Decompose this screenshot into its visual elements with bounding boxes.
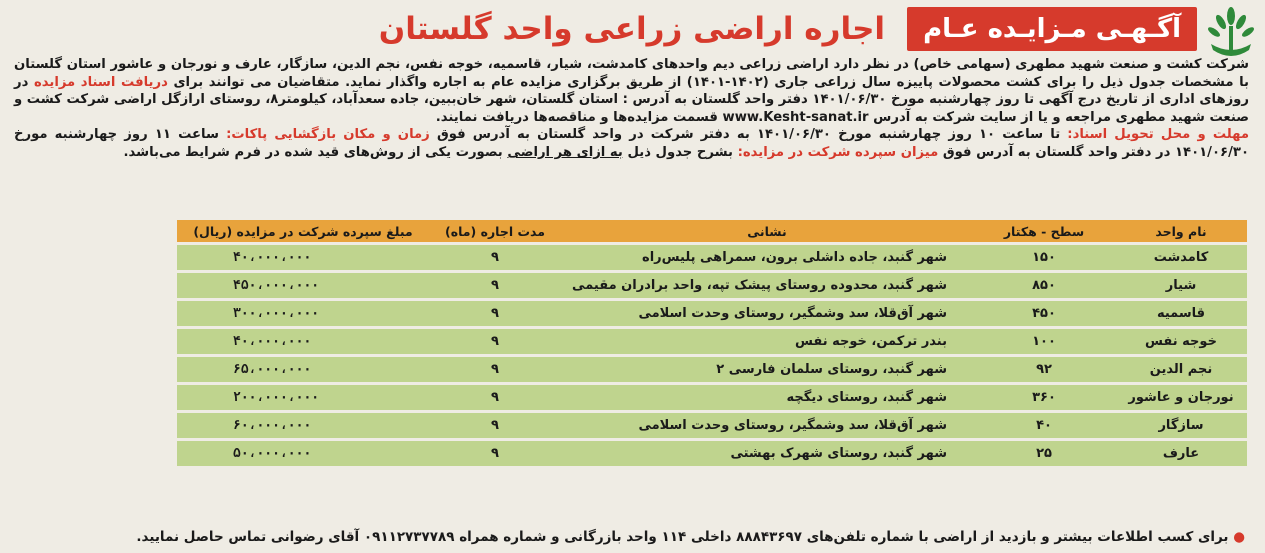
cell-address: شهر آق‌قلا، سد وشمگیر، روستای وحدت اسلامی: [561, 413, 973, 438]
table-row: [177, 245, 1247, 270]
cell-address: شهر گنبد، جاده داشلی برون، سمراهی پلیس‌راه: [561, 245, 973, 270]
cell-months: ۹: [429, 301, 561, 326]
cell-months: ۹: [429, 273, 561, 298]
deposit-label: میزان سپرده شرکت در مزایده:: [737, 144, 939, 160]
cell-area: ۹۲: [973, 357, 1115, 382]
cell-months: ۹: [429, 441, 561, 466]
cell-deposit: ۲۰۰،۰۰۰،۰۰۰: [177, 385, 429, 410]
land-table: [177, 217, 1247, 469]
cell-address: شهر گنبد، روستای دیگچه: [561, 385, 973, 410]
table-row: [177, 357, 1247, 382]
header-area: سطح - هکتار: [973, 220, 1115, 242]
cell-area: ۲۵: [973, 441, 1115, 466]
cell-deposit: ۴۰،۰۰۰،۰۰۰: [177, 329, 429, 354]
table-row: [177, 273, 1247, 298]
cell-months: ۹: [429, 413, 561, 438]
header-address: نشانی: [561, 220, 973, 242]
table-row: [177, 301, 1247, 326]
cell-area: ۳۶۰: [973, 385, 1115, 410]
cell-unit: خوجه نفس: [1115, 329, 1247, 354]
table-header-row: [177, 220, 1247, 242]
header-months: مدت اجاره (ماه): [429, 220, 561, 242]
notice-header: [379, 6, 1197, 52]
cell-address: شهر گنبد، روستای شهرک بهشتی: [561, 441, 973, 466]
cell-area: ۸۵۰: [973, 273, 1115, 298]
deposit-emphasis: به ازای هر اراضی: [507, 144, 623, 160]
header-deposit: مبلغ سپرده شرکت در مزایده (ریال): [177, 220, 429, 242]
cell-deposit: ۴۰،۰۰۰،۰۰۰: [177, 245, 429, 270]
contact-text: برای کسب اطلاعات بیشتر و بازدید از اراضی با شماره تلفن‌های ۸۸۸۴۳۶۹۷ داخلی ۱۱۴ واحد بازرگانی و شماره همراه ۰۹۱۱۲۷۳۷۷۸۹ آقای رضوانی تماس حاصل نمایید.: [136, 529, 1229, 545]
notice-badge: آگـهـی مـزایـده عـام: [907, 7, 1197, 51]
cell-area: ۱۵۰: [973, 245, 1115, 270]
notice-body: [14, 56, 1249, 162]
cell-area: ۱۰۰: [973, 329, 1115, 354]
cell-deposit: ۴۵۰،۰۰۰،۰۰۰: [177, 273, 429, 298]
cell-address: بندر ترکمن، خوجه نفس: [561, 329, 973, 354]
contact-footer: [14, 529, 1245, 545]
notice-title: اجاره اراضی زراعی واحد گلستان: [378, 11, 886, 47]
cell-unit: کامدشت: [1115, 245, 1247, 270]
opening-label: زمان و مکان بازگشایی پاکات:: [226, 127, 430, 143]
table-row: [177, 329, 1247, 354]
cell-unit: شیار: [1115, 273, 1247, 298]
cell-address: شهر گنبد، روستای سلمان فارسی ۲: [561, 357, 973, 382]
cell-deposit: ۳۰۰،۰۰۰،۰۰۰: [177, 301, 429, 326]
table-row: [177, 413, 1247, 438]
cell-months: ۹: [429, 385, 561, 410]
cell-deposit: ۵۰،۰۰۰،۰۰۰: [177, 441, 429, 466]
cell-deposit: ۶۰،۰۰۰،۰۰۰: [177, 413, 429, 438]
cell-area: ۴۰: [973, 413, 1115, 438]
deadline-paragraph: مهلت و محل تحویل اسناد: تا ساعت ۱۰ روز چهارشنبه مورخ ۱۴۰۱/۰۶/۳۰ به دفتر شرکت در واحد گلستان به آدرس فوق زمان و مکان بازگشایی پاکات: ساعت ۱۱ روز چهارشنبه مورخ ۱۴۰۱/۰۶/۳۰ در دفتر واحد گلستان به آدرس فوق میزان سپرده شرکت در مزایده: بشرح جدول ذیل به ازای هر اراضی بصورت یکی از روش‌های قید شده در فرم شرایط می‌باشد.: [14, 127, 1250, 160]
cell-months: ۹: [429, 245, 561, 270]
cell-address: شهر آق‌قلا، سد وشمگیر، روستای وحدت اسلامی: [561, 301, 973, 326]
cell-unit: نورجان و عاشور: [1115, 385, 1247, 410]
cell-unit: سازگار: [1115, 413, 1247, 438]
table-row: [177, 441, 1247, 466]
documents-label: دریافت اسناد مزایده: [33, 74, 168, 90]
deadline-label: مهلت و محل تحویل اسناد:: [1067, 127, 1250, 143]
header-unit: نام واحد: [1115, 220, 1247, 242]
cell-unit: عارف: [1115, 441, 1247, 466]
bullet-icon: ●: [1233, 529, 1245, 545]
cell-months: ۹: [429, 329, 561, 354]
cell-address: شهر گنبد، محدوده روستای پیشک تپه، واحد برادران مقیمی: [561, 273, 973, 298]
cell-area: ۴۵۰: [973, 301, 1115, 326]
cell-unit: قاسمیه: [1115, 301, 1247, 326]
cell-unit: نجم الدین: [1115, 357, 1247, 382]
cell-months: ۹: [429, 357, 561, 382]
intro-paragraph: شرکت کشت و صنعت شهید مطهری (سهامی خاص) در نظر دارد اراضی زراعی دیم واحدهای کامدشت، شیار، قاسمیه، خوجه نفس، نجم الدین، سازگار، عارف و نورجان و عاشور استان گلستان با مشخصات جدول ذیل را برای کشت محصولات پاییزه سال زراعی جاری (۱۴۰۲-۱۴۰۱) از طریق برگزاری مزایده عام به اجاره واگذار نماید. متقاضیان می توانند برای دریافت اسناد مزایده در روزهای اداری از تاریخ درج آگهی تا روز چهارشنبه مورخ ۱۴۰۱/۰۶/۳۰ دفتر واحد گلستان به آدرس : استان گلستان، شهر خان‌ببین، جاده سعدآباد، کیلومتر۸، روستای ارازگل اراضی شرکت کشت و صنعت شهید مطهری مراجعه و یا از سایت شرکت به آدرس www.Kesht-sanat.ir قسمت مزایده‌ها و مناقصه‌ها دریافت نمایند.: [14, 57, 1249, 125]
cell-deposit: ۶۵،۰۰۰،۰۰۰: [177, 357, 429, 382]
table-row: [177, 385, 1247, 410]
